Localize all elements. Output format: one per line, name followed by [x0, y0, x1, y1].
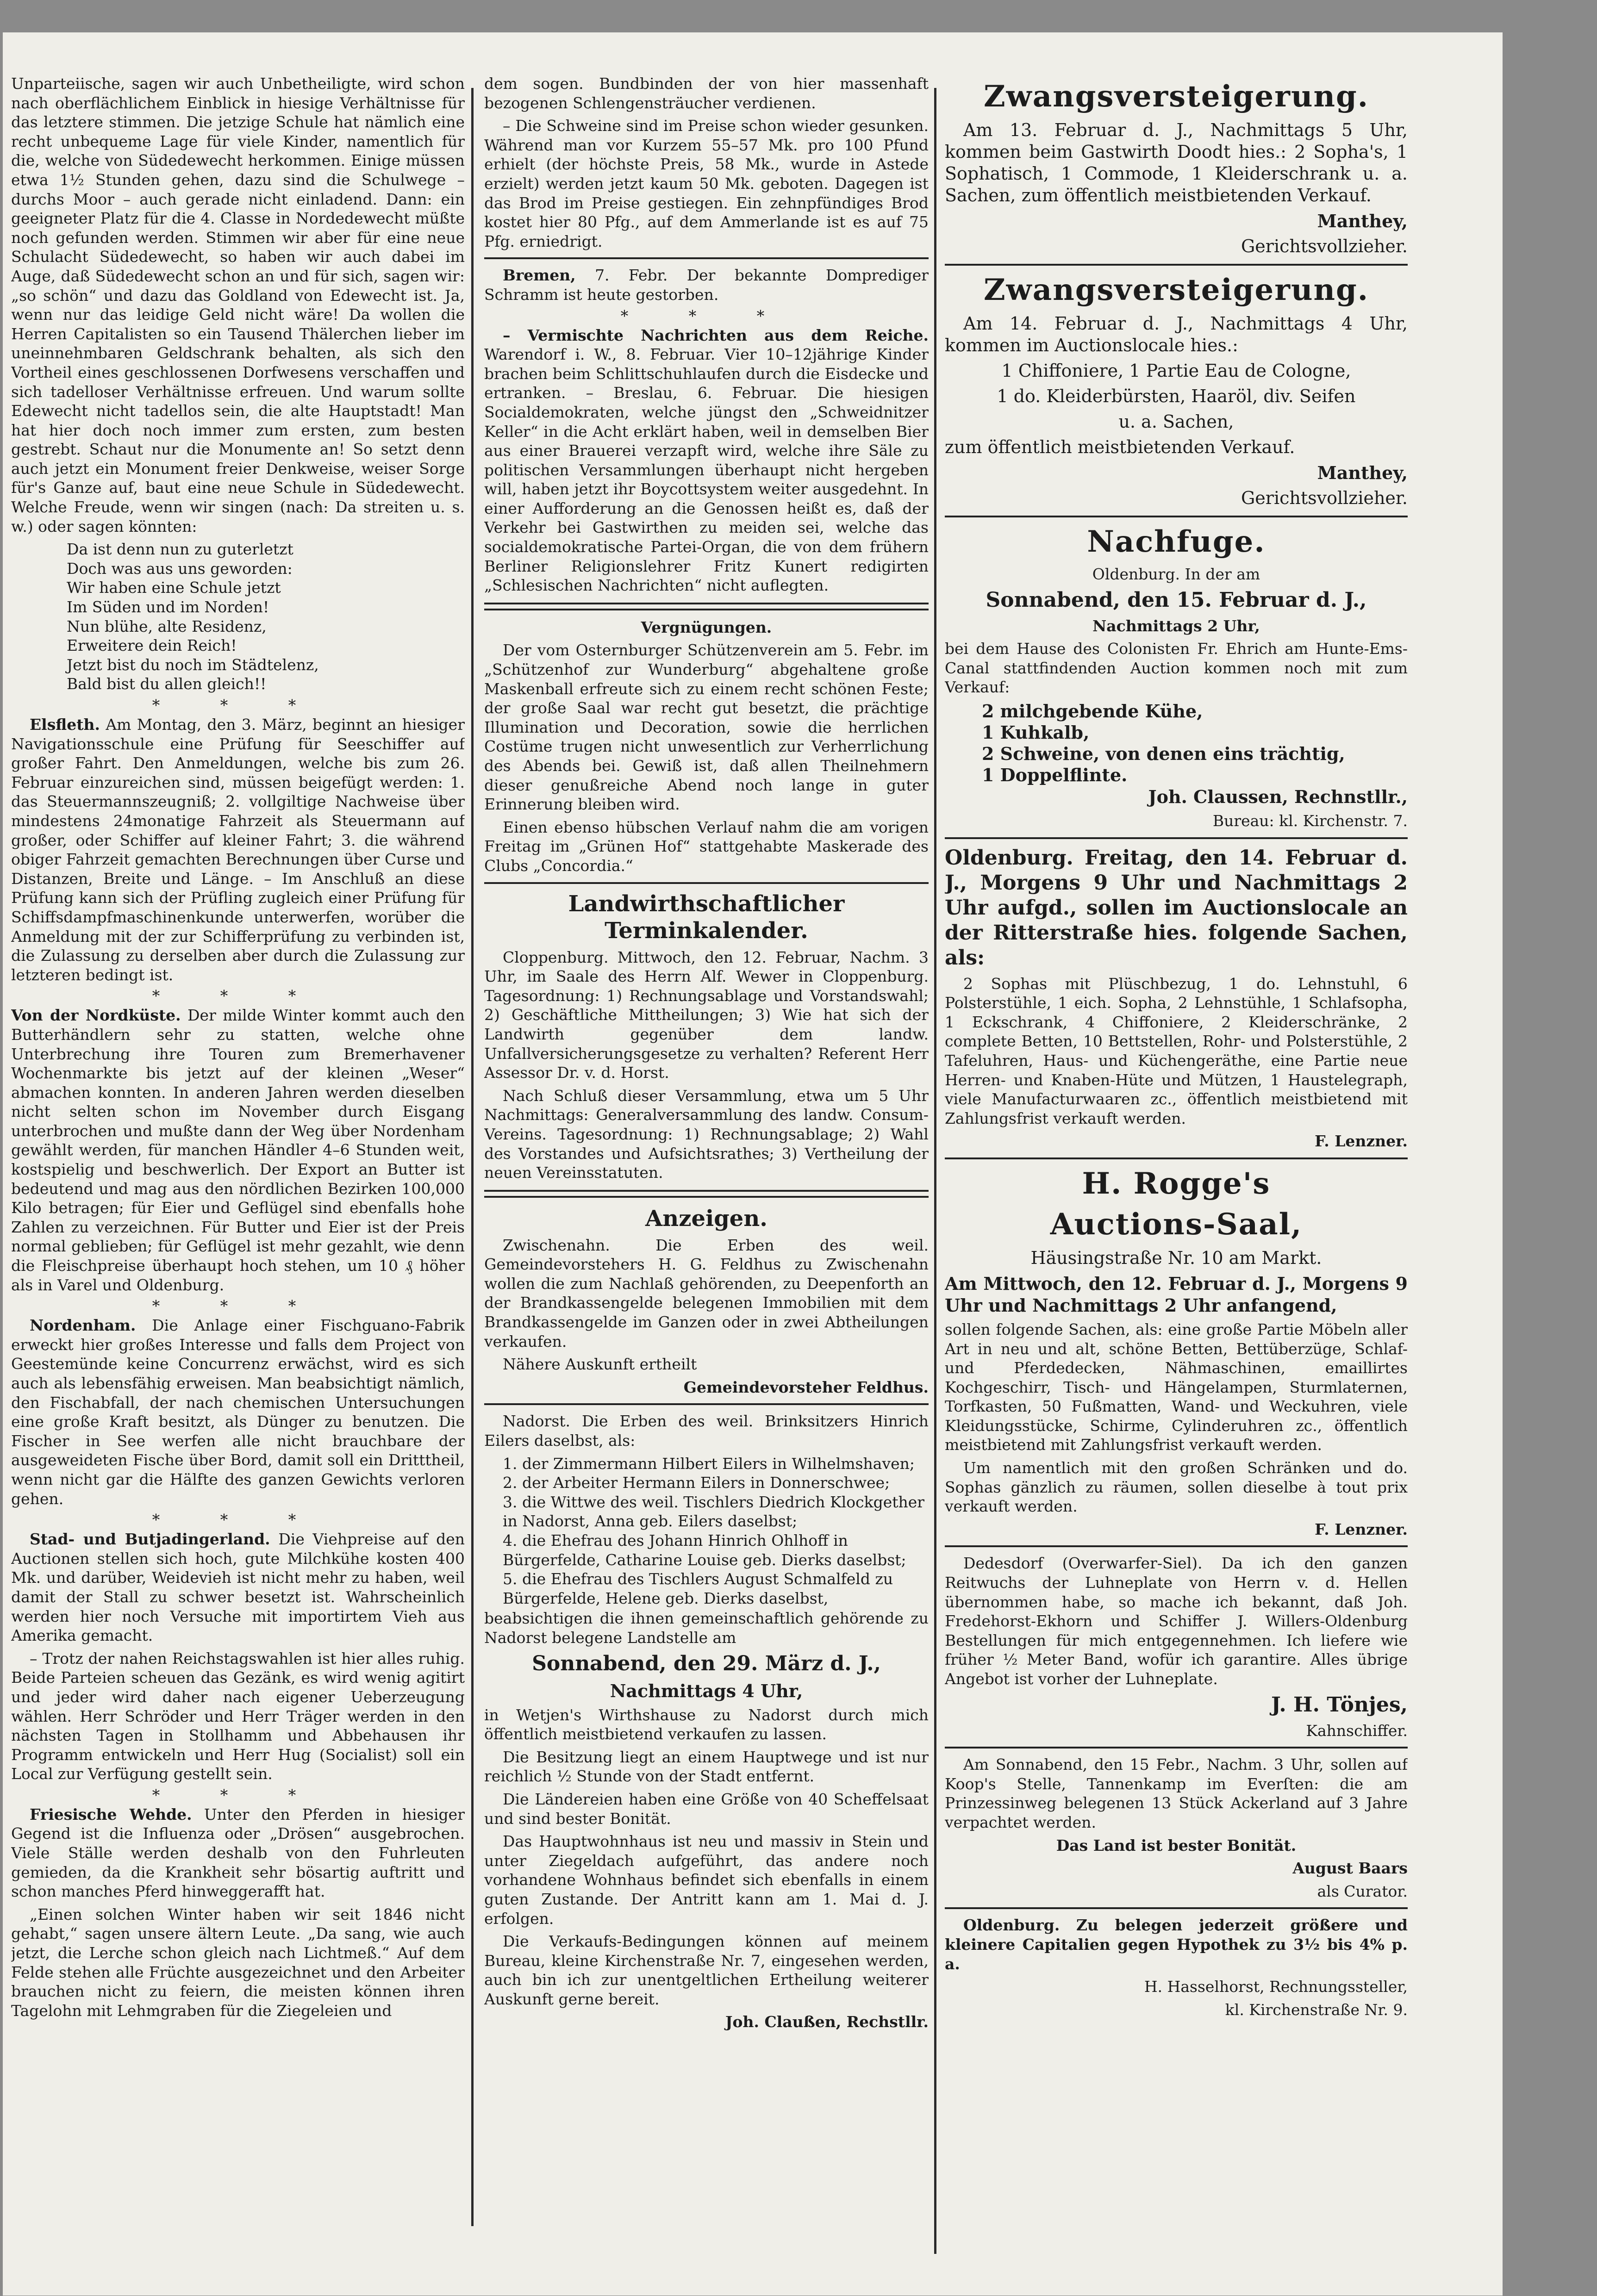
article-edewecht: Unparteiische, sagen wir auch Unbetheiligte, wird schon nach oberflächlichem Einblick in hiesige Verhältnisse für das letztere stimmen. Die jetzige Schule hat nämlich eine recht unbequeme Lage für viele Kinder, namentlich für die, welche von Südedewecht herkommen. Einige müssen etwa 1½ Stunden gehen, dazu sind die Schulwege – durchs Moor – auch gerade nicht einladend. Dann: ein geeigneter Platz für die 4. Classe in Nordedewecht müßte noch gefunden werden. Stimmen wir aber für eine neue Schulacht Südedewecht, so haben wir auch dabei im Auge, daß Südedewecht schon an und für sich, sagen wir: „so schön“ und dazu das Goldland von Edewecht ist. Ja, wenn nur das leidige Geld nicht wäre! Da wollen die Herren Capitalisten so ein Tausend Thälerchen lieber im uneinnehmbaren Geldschrank behalten, als sich den Vortheil eines geschlossenen Dorfwesens verschaffen und sich tadelloser Verhältnisse erfreuen. Und warum sollte Edewecht nicht tadellos sein, die alte Hauptstadt! Man hat hier doch noch immer zum ersten, zum besten gestrebt. Schaut nur die Monumente an! So setzt denn auch jetzt ein Monument freier Denkweise, weiser Sorge für's Ganze auf, baut eine neue Schule in Südedewecht. Welche Freude, wenn wir singen (nach: Da streiten u. s. w.) oder sagen könnten:: [11, 75, 465, 535]
article-nordkueste: [11, 1006, 465, 1294]
ad-nachfuge-loc: Oldenburg. In der am: [1092, 565, 1260, 583]
ad-hasselhorst-signature: H. Hasselhorst, Rechnungssteller,: [1144, 1978, 1408, 1996]
section-rule: [945, 264, 1408, 266]
ad-zwischenahn-signature: Gemeindevorsteher Feldhus.: [683, 1378, 929, 1396]
ad-nachfuge-signature: Joh. Claussen, Rechnstllr.,: [1148, 786, 1408, 807]
ad-oldenburg-head: Oldenburg. Freitag, den 14. Februar d. J., Morgens 9 Uhr und Nachmittags 2 Uhr aufgd., sollen im Auctionslocale an der Ritterstraße hies. folgende Sachen, als:: [945, 846, 1408, 970]
article-friesische: [11, 1805, 465, 1901]
article-heading: Stad- und Butjadingerland.: [30, 1530, 270, 1549]
article-concordia: Einen ebenso hübschen Verlauf nahm die am vorigen Freitag im „Grünen Hof“ stattgehabte Maskerade des Clubs „Concordia.“: [484, 818, 929, 875]
ad-zwang-2: Am 14. Februar d. J., Nachmittags 4 Uhr, kommen im Auctionslocale hies.:: [945, 313, 1408, 355]
ad-baars-signature: August Baars: [1292, 1859, 1408, 1878]
ad-nachfuge-time: Nachmittags 2 Uhr,: [1092, 616, 1260, 635]
poem-line: Bald bist du allen gleich!!: [67, 675, 267, 693]
ad-nadorst-p4: Die Verkaufs-Bedingungen können auf meinem Bureau, kleine Kirchenstraße Nr. 7, eingesehen werden, auch bin ich zur unentgeltlichen Ertheilung weiterer Auskunft gerne bereit.: [484, 1932, 929, 2008]
ad-nadorst-intro: Nadorst. Die Erben des weil. Brinksitzers Hinrich Eilers daselbst, als:: [484, 1412, 929, 1450]
column-middle: [484, 74, 929, 2249]
ad-zwang-1-role: Gerichtsvollzieher.: [1241, 236, 1408, 256]
article-body: Der milde Winter kommt auch den Butterhändlern sehr zu statten, welche ohne Unterbrechung ihre Touren zum Bremerhavener Wochenmarkte bis jetzt auf der kleinen „Weser“ abmachen konnten. In anderen Jahren werden dieselben nicht selten schon im November durch Eisgang unterbrochen und mußte dann der Weg über Nordenham gewählt werden, für manchen Händler 4–6 Stunden weit, kostspielig und beschwerlich. Der Export an Butter ist bedeutend und mag aus den nördlichen Bezirken 100,000 Kilo betragen; für Eier und Geflügel sind ebenfalls hohe Zahlen zu verzeichnen. Für Butter und Eier ist der Preis normal geblieben; für Geflügel ist mehr gezahlt, wie denn die Fleischpreise überhaupt hoch stehen, um 10 ₰ höher als in Varel und Oldenburg.: [11, 1006, 465, 1294]
termin-cloppenburg: Cloppenburg. Mittwoch, den 12. Februar, Nachm. 3 Uhr, im Saale des Herrn Alf. Wewer in Cloppenburg. Tagesordnung: 1) Rechnungsablage und Vorstandswahl; 2) Geschäftliche Mittheilungen; 3) Wie hat sich der Landwirth gegenüber dem landw. Unfallversicherungsgesetze zu verhalten? Referent Herr Assessor Dr. v. d. Horst.: [484, 948, 929, 1082]
ad-zwang-1: Am 13. Februar d. J., Nachmittags 5 Uhr, kommen beim Gastwirth Doodt hies.: 2 Sopha's, 1 Sophatisch, 1 Commode, 1 Kleiderschrank u. a. Sachen, zum öffentlich meistbietenden Verkauf.: [945, 120, 1408, 205]
section-rule: [484, 882, 929, 884]
article-heading: Nordenham.: [30, 1316, 136, 1335]
ad-oldenburg-text: 2 Sophas mit Plüschbezug, 1 do. Lehnstuhl, 6 Polsterstühle, 1 eich. Sopha, 2 Lehnstühle, 1 Schlafsopha, 1 Eckschrank, 4 Chiffoniere, 2 Kleiderschränke, 2 complete Betten, 10 Bettstellen, Rohr- und Polsterstühle, 2 Tafeluhren, Haus- und Küchengeräthe, eine Partie neue Herren- und Knaben-Hüte und Mützen, 1 Haustelegraph, viele Manufacturwaaren zc., öffentlich meistbietend mit Zahlungsfrist verkauft werden.: [945, 974, 1408, 1127]
article-nordenham: [11, 1316, 465, 1508]
ad-nadorst-date: Sonnabend, den 29. März d. J.,: [532, 1651, 881, 1675]
ad-nadorst-p3: Das Hauptwohnhaus ist neu und massiv in Stein und unter Ziegeldach aufgeführt, das andere noch vorhandene Wohnhaus befindet sich ebenfalls in einem guten Zustande. Der Antritt kann am 1. Mai d. J. erfolgen.: [484, 1832, 929, 1928]
ad-zwischenahn: Zwischenahn. Die Erben des weil. Gemeindevorstehers H. G. Feldhus zu Zwischenahn wollen die zum Nachlaß gehörenden, zu Deepenforth an der Brandkassengelde belegenen Immobilien mit dem Brandkassengelde im Ganzen oder in zwei Abtheilungen verkaufen.: [484, 1236, 929, 1350]
termin-consum: Nach Schluß dieser Versammlung, etwa um 5 Uhr Nachmittags: Generalversammlung des landw. Consum-Vereins. Tagesordnung: 1) Rechnungsablage; 2) Wahl des Vorstandes und Aufsichtsrathes; 3) Vertheilung der neuen Vereinsstatuten.: [484, 1086, 929, 1182]
list-item: 4. die Ehefrau des Johann Hinrich Ohlhoff in Bürgerfelde, Catharine Louise geb. Dierks daselbst;: [503, 1531, 906, 1569]
poem-line: Erweitere dein Reich!: [67, 636, 237, 655]
list-item: 2 Schweine, von denen eins trächtig,: [982, 743, 1345, 764]
ad-oldenburg-signature: F. Lenzner.: [1315, 1132, 1408, 1151]
list-item: 2. der Arbeiter Hermann Eilers in Donnerschwee;: [503, 1474, 890, 1492]
ad-nachfuge-text: bei dem Hause des Colonisten Fr. Ehrich am Hunte-Ems-Canal stattfindenden Auction kommen noch mit zum Verkauf:: [945, 640, 1408, 697]
ad-rogge-address: Häusingstraße Nr. 10 am Markt.: [1030, 1247, 1322, 1268]
separator-stars: * * *: [152, 987, 324, 1005]
ad-nachfuge-bureau: Bureau: kl. Kirchenstr. 7.: [1212, 811, 1408, 830]
column-left: [11, 74, 465, 2245]
ad-title-nachfuge: Nachfuge.: [1087, 524, 1266, 559]
column-right: [945, 74, 1408, 2249]
article-heading: – Vermischte Nachrichten aus dem Reiche.: [503, 326, 929, 344]
section-rule: [484, 1403, 929, 1405]
poem-line: Jetzt bist du noch im Städtelenz,: [67, 655, 319, 674]
section-title-vergnuegungen: Vergnügungen.: [641, 618, 772, 636]
newspaper-page: [3, 32, 1503, 2296]
ad-zwischenahn-info: Nähere Auskunft ertheilt: [503, 1355, 697, 1374]
ad-title-auctions-saal: Auctions-Saal,: [1050, 1207, 1303, 1242]
heirs-list: [503, 1454, 929, 1608]
ad-nadorst-p1: Die Besitzung liegt an einem Hauptwege und ist nur reichlich ½ Stunde von der Stadt entfernt.: [484, 1748, 929, 1786]
ad-zwang-2-end: zum öffentlich meistbietenden Verkauf.: [945, 437, 1295, 457]
poem: [67, 540, 465, 694]
article-body: Die Anlage einer Fischguano-Fabrik erweckt hier großes Interesse und falls dem Project von Geestemünde keine Concurrenz erwächst, wird es sich auch als lebensfähig erweisen. Man beabsichtigt nämlich, den Fischabfall, der nach chemischen Untersuchungen eine große Kraft besitzt, als Dünger zu benutzen. Die Fischer in See werfen alle nicht brauchbare der ausgeweideten Fische über Bord, damit soll ein Dritttheil, wenn nicht gar die Hälfte des ganzen Gewichts verloren gehen.: [11, 1316, 465, 1508]
article-heading: Friesische Wehde.: [30, 1805, 192, 1823]
article-body: Am Montag, den 3. März, beginnt an hiesiger Navigationsschule eine Prüfung für Seeschiffer auf großer Fahrt. Den Anmeldungen, welche bis zum 26. Februar einzureichen sind, müssen beigefügt werden: 1. das Steuermannszeugniß; 2. vollgiltige Nachweise über mindestens 24monatige Fahrzeit als Steuermann auf großer, oder Schiffer auf kleiner Fahrt; 3. die während obiger Fahrzeit gemachten Berechnungen über Curse und Distanzen, Breite und Länge. – Im Anschluß an diese Prüfung kann sich der Prüfling zugleich einer Prüfung für Schiffsdampfmaschinenkunde unterwerfen, worüber die Anmeldung mit der zur Schifferprüfung zu verbinden ist, die Zulassung zu derselben aber durch die Zulassung zur letzteren bedingt ist.: [11, 716, 465, 984]
article-stad: [11, 1530, 465, 1645]
separator-stars: * * *: [152, 1511, 324, 1529]
section-rule: [484, 1190, 929, 1198]
section-rule: [945, 837, 1408, 839]
ad-dedesdorf-role: Kahnschiffer.: [1306, 1721, 1408, 1740]
article-continued: dem sogen. Bundbinden der von hier massenhaft bezogenen Schlengensträucher verdienen.: [484, 75, 929, 112]
list-item: 1. der Zimmermann Hilbert Eilers in Wilhelmshaven;: [503, 1454, 915, 1473]
ad-nachfuge-date: Sonnabend, den 15. Februar d. J.,: [986, 588, 1367, 612]
article-friesische-2: „Einen solchen Winter haben wir seit 1846 nicht gehabt,“ sagen unsere ältern Leute. „Da sang, wie auch jetzt, die Lerche schon gleich nach Lichtmeß.“ Auf dem Felde stehen alle Früchte ausgezeichnet und den Arbeiter brauchen nicht zu feiern, die meisten können ihren Tagelohn mit Lehmgraben für die Ziegeleien und: [11, 1905, 465, 2020]
ad-zwang-2-item: 1 do. Kleiderbürsten, Haaröl, div. Seifen: [997, 386, 1356, 406]
article-body: 7. Febr. Der bekannte Domprediger Schramm ist heute gestorben.: [484, 266, 929, 304]
ad-rogge-text: sollen folgende Sachen, als: eine große Partie Möbeln aller Art in neu und alt, schöne Betten, Bettüberzüge, Schlaf- und Pferdedecken, Nähmaschinen, emaillirtes Kochgeschirr, Tisch- und Hängelampen, Sturmlaternen, Torfkasten, 50 Fußmatten, Wand- und Weckuhren, viele Kleidungsstücke, Schirme, Cylinderuhren zc., öffentlich meistbietend mit Zahlungsfrist verkauft werden.: [945, 1320, 1408, 1454]
article-body: Warendorf i. W., 8. Februar. Vier 10–12jährige Kinder brachen beim Schlittschuhlaufen durch die Eisdecke und ertranken. – Breslau, 6. Februar. Die hiesigen Socialdemokraten, welche jüngst den „Schweidnitzer Keller“ in die Acht erklärt haben, weil in demselben Bier aus einer Brauerei verzapft wird, welche ihre Säle zu politischen Versammlungen überhaupt nicht hergeben will, haben jetzt ihr Boycottsystem weiter ausgedehnt. In einer Aufforderung an die Genossen heißt es, daß der Verkehr bei Gastwirthen zu meiden sei, welche das socialdemokratische Partei-Organ, die von dem frühern Berliner Religionslehrer Fritz Kunert redigirten „Schlesischen Nachrichten“ nicht auflegten.: [484, 345, 929, 595]
article-maskenball: Der vom Osternburger Schützenverein am 5. Febr. im „Schützenhof zur Wunderburg“ abgehaltene große Maskenball erfreute sich zu einem recht schönen Feste; der große Saal war recht gut besetzt, die prächtige Illumination und Decoration, sowie die herrlichen Costüme trugen nicht unwesentlich zur Verherrlichung des Abends bei. Gewiß ist, daß allen Theilnehmern dieser genußreiche Abend noch lange in guter Erinnerung bleiben wird.: [484, 641, 929, 814]
section-rule: [945, 1907, 1408, 1909]
ad-nadorst-place: in Wetjen's Wirthshause zu Nadorst durch mich öffentlich meistbietend verkaufen zu lassen.: [484, 1705, 929, 1743]
article-vermischte: [484, 326, 929, 595]
ad-dedesdorf-signature: J. H. Tönjes,: [1271, 1692, 1408, 1717]
article-body: Unter den Pferden in hiesiger Gegend ist die Influenza oder „Drösen“ ausgebrochen. Viele Ställe werden deshalb von den Fuhrleuten gemieden, da die Krankheit sehr bösartig auftritt und schon manches Pferd hinweggerafft hat.: [11, 1805, 465, 1901]
ad-baars: Am Sonnabend, den 15 Febr., Nachm. 3 Uhr, sollen auf Koop's Stelle, Tannenkamp im Everſten: die am Prinzessinweg belegenen 13 Stück Ackerland auf 3 Jahre verpachtet werden.: [945, 1755, 1408, 1831]
ad-zwang-1-signature: Manthey,: [1317, 211, 1408, 231]
ad-rogge-date: Am Mittwoch, den 12. Februar d. J., Morgens 9 Uhr und Nachmittags 2 Uhr anfangend,: [945, 1273, 1408, 1316]
section-rule: [484, 257, 929, 259]
section-rule: [945, 516, 1408, 517]
column-divider: [471, 88, 474, 2226]
section-rule: [945, 1157, 1408, 1159]
section-rule: [484, 603, 929, 610]
article-stad-2: – Trotz der nahen Reichstagswahlen ist hier alles ruhig. Beide Parteien scheuen das Gezänk, es wird wenig agitirt und jeder wird daher nach eigener Ueberzeugung wählen. Herr Schröder und Herr Träger werden in den nächsten Tagen in Stollhamm und Abbehausen ihr Programm entwickeln und Herr Hug (Socialist) soll ein Local zur Verfügung gestellt sein.: [11, 1649, 465, 1783]
article-heading: Elsfleth.: [30, 716, 100, 734]
article-heading: Bremen,: [503, 266, 576, 285]
section-rule: [945, 1747, 1408, 1748]
article-schweine: – Die Schweine sind im Preise schon wieder gesunken. Während man vor Kurzem 55–57 Mk. pro 100 Pfund erhielt (der höchste Preis, 58 Mk., wurde in Astede erzielt) werden jetzt kaum 50 Mk. geboten. Dagegen ist das Brod im Preise gestiegen. Ein zehnpfündiges Brod kostet hier 80 Pfg., auf dem Ammerlande ist es auf 75 Pfg. erniedrigt.: [484, 117, 929, 250]
ad-zwang-2-item: u. a. Sachen,: [1118, 411, 1234, 432]
section-title-terminkalender: Landwirthschaftlicher Terminkalender.: [568, 890, 845, 944]
list-item: 1 Kuhkalb,: [982, 722, 1090, 743]
article-heading: Von der Nordküste.: [11, 1006, 181, 1025]
poem-line: Nun blühe, alte Residenz,: [67, 617, 267, 635]
poem-line: Doch was aus uns geworden:: [67, 559, 293, 578]
poem-line: Wir haben eine Schule jetzt: [67, 579, 281, 597]
section-rule: [945, 1545, 1408, 1547]
ad-title-zwangsversteigerung-2: Zwangsversteigerung.: [983, 273, 1369, 307]
list-item: 2 milchgebende Kühe,: [982, 700, 1203, 722]
column-divider: [934, 88, 936, 2254]
ad-nadorst-mid: beabsichtigen die ihnen gemeinschaftlich gehörende zu Nadorst belegene Landstelle am: [484, 1609, 929, 1647]
ad-dedesdorf: Dedesdorf (Overwarfer-Siel). Da ich den ganzen Reitwuchs der Luhneplate von Herrn v. d. Hellen übernommen habe, so mache ich bekannt, daß Joh. Fredehorst-Ekhorn und Schiffer J. Willers-Oldenburg Bestellungen für mich entgegennehmen. Ich liefere wie früher ½ Meter Band, wofür ich garantire. Alles übrige Angebot ist vorher der Luhneplate.: [945, 1554, 1408, 1688]
ad-zwang-2-item: 1 Chiffoniere, 1 Partie Eau de Cologne,: [1001, 361, 1351, 381]
ad-nadorst-signature: Joh. Claußen, Rechstllr.: [725, 2013, 929, 2031]
ad-hasselhorst: Oldenburg. Zu belegen jederzeit größere und kleinere Capitalien gegen Hypothek zu 3½ bis 4% p. a.: [945, 1916, 1408, 1973]
poem-line: Da ist denn nun zu guterletzt: [67, 540, 293, 559]
ad-title-zwangsversteigerung: Zwangsversteigerung.: [983, 79, 1369, 114]
ad-baars-role: als Curator.: [1317, 1882, 1408, 1900]
ad-nachfuge-items: [945, 701, 1408, 786]
article-elsfleth: [11, 715, 465, 984]
separator-stars: * * *: [152, 1297, 324, 1315]
poem-line: Im Süden und im Norden!: [67, 598, 269, 616]
list-item: 3. die Wittwe des weil. Tischlers Diedrich Klockgether in Nadorst, Anna geb. Eilers daselbst;: [503, 1493, 925, 1531]
separator-stars: * * *: [152, 696, 324, 714]
separator-stars: * * *: [620, 306, 792, 325]
section-title-anzeigen: Anzeigen.: [645, 1205, 767, 1232]
list-item: 5. die Ehefrau des Tischlers August Schmalfeld zu Bürgerfelde, Helene geb. Dierks daselbst,: [503, 1570, 893, 1607]
ad-nadorst-time: Nachmittags 4 Uhr,: [610, 1680, 803, 1701]
ad-zwang-2-signature: Manthey,: [1317, 462, 1408, 483]
separator-stars: * * *: [152, 1786, 324, 1804]
ad-hasselhorst-address: kl. Kirchenstraße Nr. 9.: [1225, 2000, 1408, 2019]
ad-nadorst-p2: Die Ländereien haben eine Größe von 40 Scheffelsaat und sind bester Bonität.: [484, 1790, 929, 1828]
ad-rogge-signature: F. Lenzner.: [1315, 1520, 1408, 1538]
ad-rogge-text-2: Um namentlich mit den großen Schränken und do. Sophas gänzlich zu räumen, sollen dieselbe à tout prix verkauft werden.: [945, 1459, 1408, 1516]
ad-baars-2: Das Land ist bester Bonität.: [1056, 1836, 1297, 1854]
article-body: Die Viehpreise auf den Auctionen stellen sich hoch, gute Milchkühe kosten 400 Mk. und darüber, Weidevieh ist nicht mehr zu haben, weil damit der Stall zu schwer besetzt ist. Wahrscheinlich werden hier noch Versuche mit importirtem Vieh aus Amerika gemacht.: [11, 1530, 465, 1645]
ad-zwang-2-role: Gerichtsvollzieher.: [1241, 488, 1408, 508]
ad-title-rogge: H. Rogge's: [1082, 1166, 1271, 1201]
list-item: 1 Doppelflinte.: [982, 764, 1128, 785]
article-bremen: [484, 266, 929, 304]
